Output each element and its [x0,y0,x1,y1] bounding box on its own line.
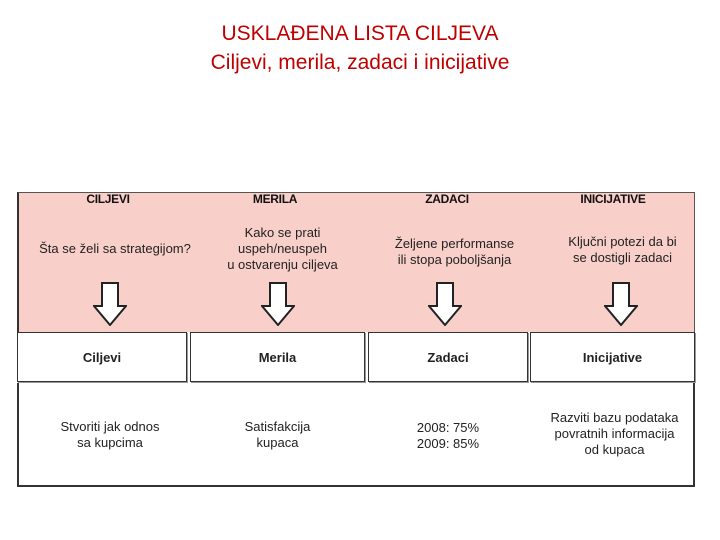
page-subtitle: Ciljevi, merila, zadaci i inicijative [210,51,510,74]
header-merila: MERILA [252,192,298,206]
label-inicijative: Inicijative [530,332,695,382]
desc-zadaci: Željene performanse ili stopa poboljšanja [394,236,515,267]
label-ciljevi: Ciljevi [17,332,187,382]
header-inicijative: INICIJATIVE [580,192,646,206]
label-zadaci: Zadaci [368,332,528,382]
page-title: USKLAĐENA LISTA CILJEVA [221,22,499,45]
down-arrow-icon [261,282,295,326]
desc-ciljevi: Šta se želi sa strategijom? [39,241,191,256]
example-inicijative: Razviti bazu podataka povratnih informacija od kupaca [550,410,679,457]
down-arrow-icon [428,282,462,326]
down-arrow-icon [93,282,127,326]
example-zadaci: 2008: 75% 2009: 85% [416,420,480,451]
header-zadaci: ZADACI [425,192,469,206]
header-ciljevi: CILJEVI [86,192,130,206]
example-merila: Satisfakcija kupaca [244,419,311,450]
desc-inicijative: Ključni potezi da bi se dostigli zadaci [568,234,677,265]
down-arrow-icon [604,282,638,326]
label-merila: Merila [190,332,365,382]
example-ciljevi: Stvoriti jak odnos sa kupcima [60,419,160,450]
desc-merila: Kako se prati uspeh/neuspeh u ostvarenju ciljeva [227,225,338,272]
